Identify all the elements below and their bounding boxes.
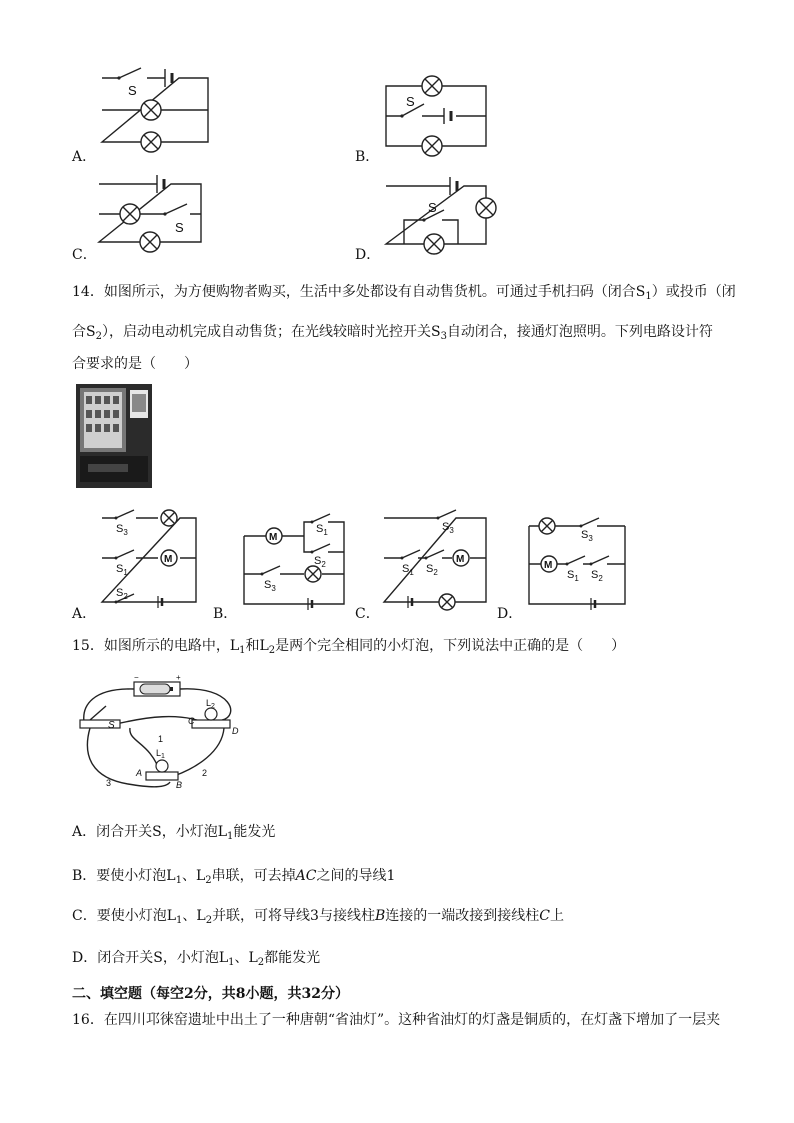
option-d-label: D． xyxy=(497,606,523,622)
bulb-l2-label: L xyxy=(206,698,212,708)
lamp-icon xyxy=(141,100,161,120)
switch-s1-label: S xyxy=(316,523,324,535)
question-16-line-1: 16．在四川邛徕窑遗址中出土了一种唐朝“省油灯”。这种省油灯的灯盏是铜质的，在灯盏下增加了一层夹 xyxy=(72,1012,721,1028)
svg-text:S2: $S_2$ xyxy=(116,587,128,601)
lamp-icon xyxy=(439,594,455,610)
question-15-stem: 15．如图所示的电路中，$L_1$和$L_2$是两个完全相同的小灯泡，下列说法中正确的是（ ） xyxy=(72,638,626,656)
switch-s-label: S xyxy=(175,220,184,235)
switch-s1-label: S xyxy=(116,563,124,575)
circuit-diagram-q14-c xyxy=(380,508,495,608)
svg-text:L1: $L_1$ xyxy=(156,748,165,760)
bulb-l2-icon xyxy=(192,708,230,728)
question-15-option-a: A．闭合开关S，小灯泡$L_1$能发光 xyxy=(72,824,276,842)
physical-circuit-diagram xyxy=(72,673,252,806)
switch-s3-label: S xyxy=(581,529,589,541)
switch-s2-label: S xyxy=(116,587,124,599)
lamp-icon xyxy=(161,510,177,526)
switch-s3-label: S xyxy=(116,523,124,535)
svg-text:S3: $S_3$ xyxy=(581,529,593,543)
svg-text:M: M xyxy=(164,554,173,565)
lamp-icon xyxy=(422,76,442,96)
terminal-a-label: A xyxy=(136,768,143,778)
section-2-heading: 二、填空题（每空2分，共8小题，共32分） xyxy=(72,986,349,1002)
lamp-icon xyxy=(476,198,496,218)
switch-s1-label: S xyxy=(567,569,575,581)
wire-1-label: 1 xyxy=(158,734,164,744)
svg-text:S2: $S_2$ xyxy=(591,569,603,583)
svg-text:S2: $S_2$ xyxy=(314,555,326,569)
option-c-label: C． xyxy=(355,606,380,622)
svg-text:S1: $S_1$ xyxy=(116,563,128,577)
question-15-option-c: C．要使小灯泡$L_1$、$L_2$并联，可将导线3与接线柱B连接的一端改接到接线柱C上 xyxy=(72,908,564,926)
motor-icon xyxy=(266,528,282,544)
circuit-diagram-q14-a xyxy=(98,508,208,608)
switch-s2-label: S xyxy=(426,563,434,575)
motor-icon xyxy=(453,550,469,566)
option-a-label: A． xyxy=(72,606,97,622)
option-b-label: B． xyxy=(355,149,380,165)
svg-text:M: M xyxy=(456,554,465,565)
switch-s3-label: S xyxy=(442,521,450,533)
bulb-l1-icon xyxy=(146,760,178,780)
svg-text:M: M xyxy=(269,532,278,543)
option-b-label: B． xyxy=(213,606,238,622)
svg-text:S1: $S_1$ xyxy=(402,563,414,577)
question-14-line-3: 合要求的是（ ） xyxy=(72,356,198,372)
svg-text:S3: $S_3$ xyxy=(116,523,128,537)
option-a-label: A． xyxy=(72,149,97,165)
lamp-icon xyxy=(120,204,140,224)
switch-s3-label: S xyxy=(264,579,272,591)
svg-text:S1: $S_1$ xyxy=(316,523,328,537)
svg-text:S1: $S_1$ xyxy=(567,569,579,583)
svg-text:−: − xyxy=(134,673,139,682)
svg-text:S2: $S_2$ xyxy=(426,563,438,577)
option-c-label: C． xyxy=(72,247,97,263)
switch-s-label: S xyxy=(428,200,437,215)
switch-s1-label: S xyxy=(402,563,410,575)
lamp-icon xyxy=(141,132,161,152)
question-14-line-2: 合$S_2$），启动电动机完成自动售货；在光线较暗时光控开关$S_3$自动闭合，接通灯泡照明。下列电路设计符 xyxy=(72,324,713,342)
circuit-diagram-q13-a xyxy=(95,62,215,162)
circuit-diagram-q14-d xyxy=(525,508,640,608)
option-d-label: D． xyxy=(355,247,381,263)
question-14-line-1: 14．如图所示，为方便购物者购买，生活中多处都设有自动售货机。可通过手机扫码（闭合$S_1$）或投币（闭 xyxy=(72,284,736,302)
switch-s-label: S xyxy=(406,94,415,109)
motor-icon xyxy=(541,556,557,572)
svg-text:M: M xyxy=(544,560,553,571)
wire-2-label: 2 xyxy=(202,768,208,778)
switch-s2-label: S xyxy=(314,555,322,567)
switch-s-label: S xyxy=(108,720,115,731)
bulb-l1-label: L xyxy=(156,748,162,758)
circuit-diagram-q14-b xyxy=(238,508,348,608)
lamp-icon xyxy=(539,518,555,534)
terminal-d-label: D xyxy=(232,726,239,736)
battery-holder-icon xyxy=(134,673,181,696)
vending-machine-image xyxy=(74,382,156,490)
terminal-b-label: B xyxy=(176,780,183,790)
question-15-option-d: D．闭合开关S，小灯泡$L_1$、$L_2$都能发光 xyxy=(72,950,321,968)
lamp-icon xyxy=(305,566,321,582)
motor-icon xyxy=(161,550,177,566)
svg-text:L2: $L_2$ xyxy=(206,698,215,710)
switch-s2-label: S xyxy=(591,569,599,581)
terminal-c-label: C xyxy=(188,716,195,726)
circuit-diagram-q13-d xyxy=(382,172,502,252)
lamp-icon xyxy=(422,136,442,156)
circuit-diagram-q13-c xyxy=(95,172,215,252)
svg-text:S3: $S_3$ xyxy=(264,579,276,593)
circuit-diagram-q13-b xyxy=(382,76,502,166)
svg-text:+: + xyxy=(176,673,181,682)
question-15-option-b: B．要使小灯泡$L_1$、$L_2$串联，可去掉AC之间的导线1 xyxy=(72,868,396,886)
lamp-icon xyxy=(140,232,160,252)
switch-s-label: S xyxy=(128,83,137,98)
wire-3-label: 3 xyxy=(106,778,112,788)
svg-text:S3: $S_3$ xyxy=(442,521,454,535)
lamp-icon xyxy=(424,234,444,254)
